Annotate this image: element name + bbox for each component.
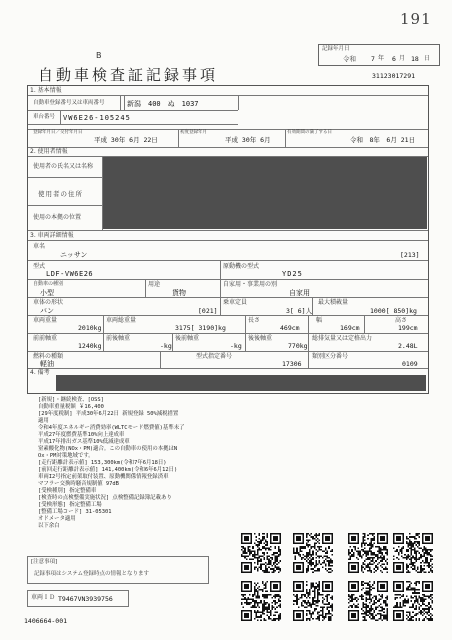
remarks-line: [整備工場コード] 31-05301 — [38, 509, 112, 515]
rear-axle-label: 後後軸重 — [248, 335, 273, 342]
gross-weight-value: 3175[ 3190]kg — [175, 324, 226, 332]
notes-box — [27, 556, 209, 584]
class-value: 0109 — [402, 360, 418, 368]
remarks-line: 令和4年度エネルギー消費効率(WLTCモード燃費値)基準未了 — [38, 425, 185, 431]
user-base-label: 使用の本拠の位置 — [33, 214, 82, 221]
maker-label: 車名 — [33, 243, 46, 250]
rear-front-axle-value: -kg — [230, 342, 242, 350]
remarks-line: 窒素酸化物(NOx・PM)適合。この自動車の使用の本拠はN — [38, 446, 178, 452]
qr-code — [348, 581, 388, 621]
expiry-value: 令和 8年 6月 21日 — [350, 136, 416, 144]
type-designation-value: 17306 — [282, 360, 302, 368]
length-label: 長さ — [248, 317, 261, 324]
type-designation-label: 型式指定番号 — [196, 353, 233, 360]
remarks-line: [受検種別] 指定整備車 — [38, 488, 97, 494]
qr-code — [393, 581, 433, 621]
handwritten-number: 191 — [400, 10, 432, 28]
record-date-month: 6 — [392, 55, 396, 63]
engine-value: YD25 — [282, 270, 303, 278]
remarks-line: 平成17年排出ガス基準10%低減達成車 — [38, 439, 130, 445]
height-value: 199cm — [398, 324, 418, 332]
maker-value: ニッサン — [60, 251, 88, 259]
width-label: 幅 — [316, 317, 323, 324]
remarks-line: Ox・PM対策地域です。 — [38, 453, 94, 459]
first-reg-value: 平成 30年 6月 22日 — [94, 136, 158, 144]
record-date-year-unit: 年 — [378, 55, 385, 62]
remarks-line: オドメータ適用 — [38, 516, 76, 522]
record-date-era: 令和 — [343, 55, 356, 63]
qr-code — [241, 581, 281, 621]
qr-code — [293, 581, 333, 621]
vehicle-id-label: 車両ＩＤ — [31, 594, 56, 601]
notes-title: [注意事項] — [31, 559, 58, 565]
notes-text: 記録事項はシステム登録時点の情報となります — [34, 571, 149, 577]
use-value: 貨物 — [172, 289, 186, 297]
vehicle-type-value: 小型 — [40, 289, 54, 297]
capacity-label: 乗車定員 — [223, 299, 248, 306]
user-address-label: 使用者の住所 — [38, 190, 83, 198]
remarks-line: 車両I2号指定前架取付装置、原動機関係情報登録済車 — [38, 474, 169, 480]
record-date-day: 18 — [411, 55, 419, 63]
displacement-label: 総排気量又は定格出力 — [312, 335, 373, 342]
vehicle-id-value: T9467VN3939756 — [58, 595, 113, 603]
max-load-label: 最大積載量 — [318, 299, 349, 306]
front-rear-axle-label: 前後軸重 — [106, 335, 131, 342]
remarks-line: [検査時の点検整備実施状況] 点検整備記録簿記載あり — [38, 495, 172, 501]
weight-label: 車両重量 — [33, 317, 58, 324]
private-value: 自家用 — [289, 289, 310, 297]
class-label: 類別区分番号 — [312, 353, 349, 360]
remarks-line: [前回走行距離計表示値] 141,400km(令和6年6月12日) — [38, 467, 178, 473]
fuel-label: 燃料の種類 — [33, 353, 64, 360]
record-date-day-unit: 日 — [424, 55, 431, 62]
qr-code — [393, 533, 433, 573]
remarks-line: 適用 — [38, 418, 49, 424]
maker-code: [213] — [400, 251, 420, 259]
first-reg-label: 登録年月日／交付年月日 — [33, 130, 83, 135]
qr-code — [241, 533, 281, 573]
front-axle-value: 1240kg — [78, 342, 102, 350]
remarks-line: 以下余白 — [38, 523, 60, 529]
vin-label: 車台番号 — [33, 114, 56, 120]
record-date-month-unit: 月 — [399, 55, 406, 62]
document-serial: 31123017291 — [372, 72, 416, 80]
qr-code — [348, 533, 388, 573]
record-date-label: 記録年月日 — [322, 46, 350, 52]
first-year-label: 初度登録年月 — [180, 130, 207, 135]
user-name-label: 使用者の氏名又は名称 — [33, 163, 94, 170]
model-value: LDF-VW6E26 — [46, 270, 94, 278]
vehicle-type-label: 自動車の種別 — [33, 281, 64, 287]
weight-value: 2010kg — [78, 324, 102, 332]
remarks-line: [受検形態] 指定整備工場 — [38, 502, 102, 508]
displacement-value: 2.48L — [398, 342, 418, 350]
body-code: [021] — [198, 307, 218, 315]
section-basic-heading: 1. 基本情報 — [30, 87, 62, 94]
width-value: 169cm — [340, 324, 360, 332]
length-value: 469cm — [280, 324, 300, 332]
remarks-line: [走行距離計表示値] 153,300km(令和7年6月18日) — [38, 460, 167, 466]
max-load-value: 1000[ 850]kg — [370, 307, 417, 315]
section-remarks-heading: 4. 備考 — [30, 369, 50, 376]
record-date-box — [318, 44, 440, 66]
height-label: 高さ — [395, 317, 408, 324]
model-label: 型式 — [33, 263, 46, 270]
body-label: 車体の形状 — [33, 299, 64, 306]
redacted-user-info — [103, 157, 427, 229]
use-label: 用途 — [148, 281, 161, 288]
redacted-remarks — [56, 375, 426, 391]
capacity-value: 3[ 6]人 — [286, 307, 313, 315]
gross-weight-label: 車両総重量 — [106, 317, 137, 324]
section-vehicle-heading: 3. 車両詳細情報 — [30, 232, 74, 239]
remarks-line: [新規]・継続検査、[OSS] — [38, 397, 104, 403]
first-year-value: 平成 30年 6月 — [225, 136, 271, 144]
engine-label: 原動機の型式 — [223, 263, 260, 270]
rear-axle-value: 770kg — [288, 342, 308, 350]
page-title: 自動車検査証記録事項 — [38, 66, 219, 84]
expiry-label: 有効期間の満了する日 — [287, 130, 332, 135]
front-rear-axle-value: -kg — [160, 342, 172, 350]
reg-number-value: 新潟 400 ぬ 1037 — [127, 100, 199, 108]
reg-number-label: 自動車登録番号又は車両番号 — [33, 100, 105, 106]
remarks-line: 自動車重量税額 ￥16,400 — [38, 404, 104, 410]
front-axle-label: 前前軸重 — [33, 335, 58, 342]
private-label: 自家用・事業用の別 — [223, 281, 278, 288]
remarks-line: [29年度税制] 平成30年6月22日 新規登録 50%減税措置 — [38, 411, 179, 417]
body-value: バン — [40, 307, 54, 315]
vin-value: VW6E26-105245 — [63, 114, 131, 122]
footer-code: 1406664-001 — [24, 617, 68, 625]
qr-code — [293, 533, 333, 573]
record-date-year: 7 — [371, 55, 375, 63]
fuel-value: 軽油 — [40, 360, 54, 368]
rear-front-axle-label: 後前軸重 — [175, 335, 200, 342]
remarks-line: マフラー交換時騒音規制値 97dB — [38, 481, 119, 487]
section-user-heading: 2. 使用者情報 — [30, 148, 68, 155]
form-code: B — [96, 51, 102, 60]
remarks-line: 平成27年度燃費基準10%向上達成車 — [38, 432, 125, 438]
